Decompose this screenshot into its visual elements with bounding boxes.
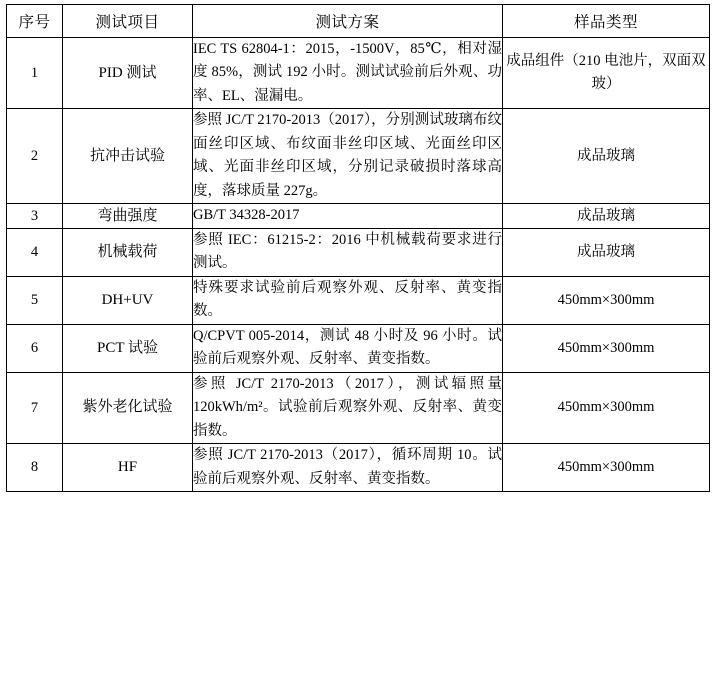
cell-plan: 特殊要求试验前后观察外观、反射率、黄变指数。	[193, 276, 503, 324]
cell-sample: 成品玻璃	[503, 109, 710, 204]
table-row	[7, 372, 710, 443]
cell-sample: 450mm×300mm	[503, 324, 710, 372]
table-header-row	[7, 5, 710, 38]
cell-item: 紫外老化试验	[63, 372, 193, 443]
cell-plan: 参照 JC/T 2170-2013（2017），循环周期 10。试验前后观察外观、反射率、黄变指数。	[193, 444, 503, 492]
cell-item: 机械载荷	[63, 228, 193, 276]
cell-plan: 参照 JC/T 2170-2013（2017），分别测试玻璃布纹面丝印区域、布纹面非丝印区域、光面丝印区域、光面非丝印区域，分别记录破损时落球高度，落球质量 227g。	[193, 109, 503, 204]
cell-item: 弯曲强度	[63, 204, 193, 228]
cell-plan: IEC TS 62804-1：2015，-1500V，85℃，相对湿度 85%，测试 192 小时。测试试验前后外观、功率、EL、湿漏电。	[193, 38, 503, 109]
cell-no: 3	[7, 204, 63, 228]
cell-plan: 参照 JC/T 2170-2013（2017），测试辐照量 120kWh/m²。试验前后观察外观、反射率、黄变指数。	[193, 372, 503, 443]
cell-plan: Q/CPVT 005-2014，测试 48 小时及 96 小时。试验前后观察外观、反射率、黄变指数。	[193, 324, 503, 372]
table-row	[7, 109, 710, 204]
column-header-plan: 测试方案	[193, 5, 503, 38]
cell-no: 2	[7, 109, 63, 204]
cell-no: 6	[7, 324, 63, 372]
cell-sample: 450mm×300mm	[503, 276, 710, 324]
column-header-sample: 样品类型	[503, 5, 710, 38]
cell-item: HF	[63, 444, 193, 492]
column-header-item: 测试项目	[63, 5, 193, 38]
table-row	[7, 204, 710, 228]
cell-item: PID 测试	[63, 38, 193, 109]
cell-item: DH+UV	[63, 276, 193, 324]
cell-plan: GB/T 34328-2017	[193, 204, 503, 228]
cell-item: PCT 试验	[63, 324, 193, 372]
table-row	[7, 38, 710, 109]
cell-no: 8	[7, 444, 63, 492]
table-row	[7, 444, 710, 492]
table-row	[7, 228, 710, 276]
cell-plan: 参照 IEC：61215-2：2016 中机械载荷要求进行测试。	[193, 228, 503, 276]
cell-sample: 成品组件（210 电池片，双面双玻）	[503, 38, 710, 109]
table-body	[7, 38, 710, 492]
table-header	[7, 5, 710, 38]
cell-no: 1	[7, 38, 63, 109]
cell-no: 5	[7, 276, 63, 324]
column-header-no: 序号	[7, 5, 63, 38]
cell-sample: 450mm×300mm	[503, 444, 710, 492]
test-plan-table	[6, 4, 710, 492]
cell-sample: 成品玻璃	[503, 228, 710, 276]
cell-no: 4	[7, 228, 63, 276]
cell-sample: 成品玻璃	[503, 204, 710, 228]
cell-no: 7	[7, 372, 63, 443]
cell-item: 抗冲击试验	[63, 109, 193, 204]
table-row	[7, 324, 710, 372]
cell-sample: 450mm×300mm	[503, 372, 710, 443]
table-row	[7, 276, 710, 324]
